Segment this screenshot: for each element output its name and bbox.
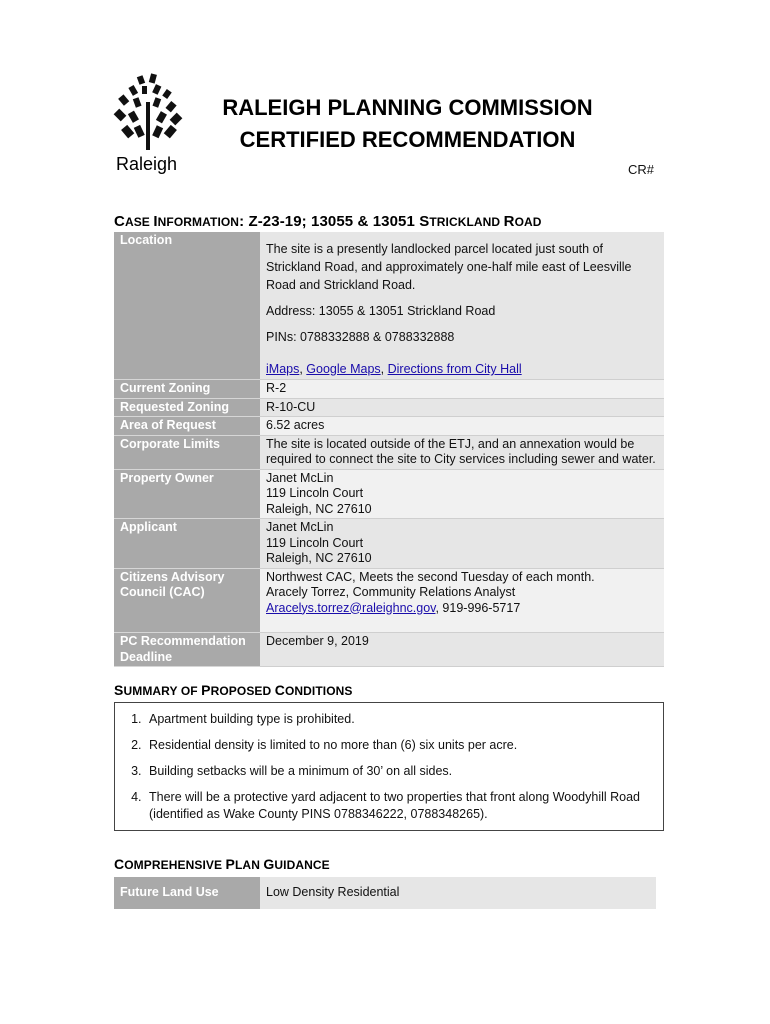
location-value (260, 232, 664, 380)
condition-item: 1. Apartment building type is prohibited. (145, 711, 651, 728)
table-row-applicant (114, 519, 664, 569)
table-row-future-land-use (114, 877, 656, 909)
imaps-link[interactable]: iMaps (266, 362, 300, 376)
table-row-cac (114, 568, 664, 633)
location-description: The site is a presently landlocked parcel located just south of Strickland Road, and approximately one-half mile east of Leesville Road and Strickland Road. (266, 242, 632, 292)
applicant-value: Janet McLin 119 Lincoln Court Raleigh, NC 27610 (260, 519, 664, 569)
table-row-property-owner (114, 469, 664, 519)
plan-guidance-heading: COMPREHENSIVE PLAN GUIDANCE (114, 856, 330, 872)
case-information-table (114, 232, 664, 667)
table-row-deadline (114, 633, 664, 667)
corporate-limits-label: Corporate Limits (114, 435, 260, 469)
condition-item: 3. Building setbacks will be a minimum of 30’ on all sides. (145, 763, 651, 780)
cac-value: Northwest CAC, Meets the second Tuesday of each month. Aracely Torrez, Community Relations Analyst Aracelys.torrez@raleighnc.gov, 919-996-5717 (260, 568, 664, 633)
title-line-2: CERTIFIED RECOMMENDATION (239, 127, 576, 152)
conditions-box (114, 702, 664, 831)
future-land-use-label: Future Land Use (114, 877, 260, 909)
corporate-limits-value: The site is located outside of the ETJ, and an annexation would be required to connect the site to City services including sewer and water. (260, 435, 664, 469)
cr-number-label: CR# (628, 162, 655, 177)
google-maps-link[interactable]: Google Maps (306, 362, 381, 376)
cac-email-link[interactable]: Aracelys.torrez@raleighnc.gov (266, 600, 436, 615)
location-links: iMaps, Google Maps, Directions from City Hall (266, 362, 522, 376)
area-label: Area of Request (114, 417, 260, 436)
location-label: Location (114, 232, 260, 380)
requested-zoning-label: Requested Zoning (114, 398, 260, 417)
table-row-area (114, 417, 664, 436)
table-row-current-zoning (114, 380, 664, 399)
table-row-requested-zoning (114, 398, 664, 417)
applicant-label: Applicant (114, 519, 260, 569)
cac-label: Citizens Advisory Council (CAC) (114, 568, 260, 633)
conditions-list (115, 703, 663, 823)
conditions-heading: SUMMARY OF PROPOSED CONDITIONS (114, 682, 353, 698)
case-information-heading: CASE INFORMATION: Z-23-19; 13055 & 13051 STRICKLAND ROAD (114, 213, 542, 230)
logo-wordmark: Raleigh (116, 154, 178, 174)
future-land-use-value: Low Density Residential (260, 877, 656, 909)
table-row-location (114, 232, 664, 380)
deadline-label: PC Recommendation Deadline (114, 633, 260, 667)
page-title (200, 92, 615, 156)
condition-item: 4. There will be a protective yard adjacent to two properties that front along Woodyhill Road (identified as Wake County PINS 0788346222, 0788348265). (145, 789, 651, 823)
table-row-corporate-limits (114, 435, 664, 469)
deadline-value: December 9, 2019 (260, 633, 664, 667)
plan-guidance-table (114, 877, 656, 909)
title-line-1: RALEIGH PLANNING COMMISSION (222, 95, 593, 120)
location-address: Address: 13055 & 13051 Strickland Road (266, 304, 496, 318)
condition-item: 2. Residential density is limited to no more than (6) six units per acre. (145, 737, 651, 754)
area-value: 6.52 acres (260, 417, 664, 436)
current-zoning-value: R-2 (260, 380, 664, 399)
property-owner-value: Janet McLin 119 Lincoln Court Raleigh, NC 27610 (260, 469, 664, 519)
current-zoning-label: Current Zoning (114, 380, 260, 399)
location-pins: PINs: 0788332888 & 0788332888 (266, 330, 455, 344)
directions-link[interactable]: Directions from City Hall (387, 362, 522, 376)
requested-zoning-value: R-10-CU (260, 398, 664, 417)
property-owner-label: Property Owner (114, 469, 260, 519)
